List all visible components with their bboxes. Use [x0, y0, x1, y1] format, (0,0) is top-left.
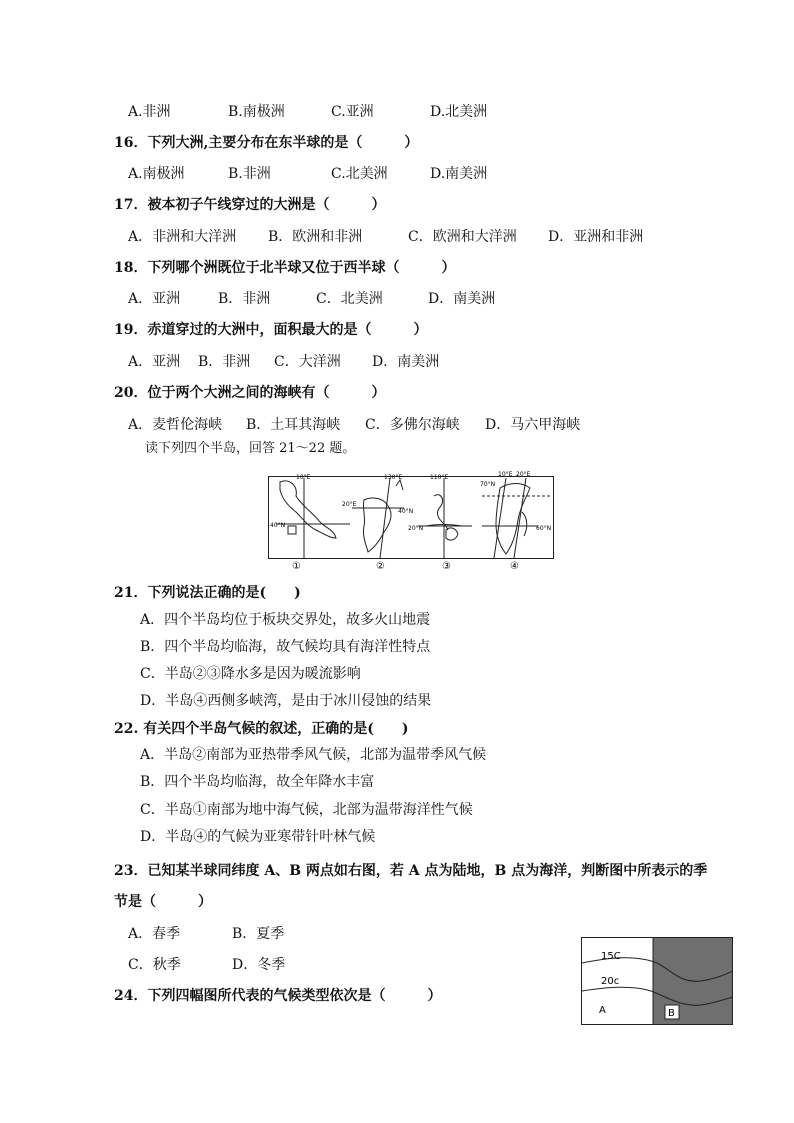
coord-label-6: 110°E [430, 474, 449, 481]
q16-option-d: D.南美洲 [430, 166, 488, 182]
q21-option-a: A．四个半岛均位于板块交界处，故多火山地震 [140, 612, 431, 628]
q20-option-d: D．马六甲海峡 [485, 417, 581, 433]
q16-option-c: C.北美洲 [331, 166, 388, 182]
map-label-1: ① [292, 561, 301, 572]
coord-label-8: 70°N [480, 481, 496, 488]
q17-stem: 17．被本初子午线穿过的大洲是（ ） [114, 197, 386, 213]
q17-option-c: C．欧洲和大洋洲 [408, 229, 517, 245]
q18-option-b: B．非洲 [218, 291, 271, 307]
q23-stem-line-1: 23．已知某半球同纬度 A、B 两点如右图，若 A 点为陆地，B 点为海洋，判断图中所表示的季 [114, 863, 708, 879]
q15-option-c: C.亚洲 [331, 104, 374, 120]
isotherm-20c-label: 20c [601, 976, 620, 987]
q15-option-d: D.北美洲 [430, 104, 488, 120]
q19-option-b: B．非洲 [198, 354, 251, 370]
map-label-4: ④ [510, 561, 519, 572]
map-label-2: ② [376, 561, 385, 572]
peninsula-map-2 [352, 478, 404, 558]
coord-label-4: 130°E [384, 474, 403, 481]
coord-label-10: 20°E [516, 471, 531, 478]
coord-label-5: 40°N [398, 508, 414, 515]
q21-option-b: B．四个半岛均临海，故气候均具有海洋性特点 [140, 639, 431, 655]
q20-option-c: C．多佛尔海峡 [365, 417, 460, 433]
q17-option-a: A．非洲和大洋洲 [128, 229, 237, 245]
q22-stem: 22. 有关四个半岛气候的叙述，正确的是( ) [114, 721, 409, 737]
q15-option-a: A.非洲 [128, 104, 171, 120]
map-label-3: ③ [442, 561, 451, 572]
coord-label-2: 40°N [270, 522, 286, 529]
q22-option-b: B．四个半岛均临海，故全年降水丰富 [140, 774, 375, 790]
q16-option-a: A.南极洲 [128, 166, 185, 182]
q22-option-c: C．半岛①南部为地中海气候，北部为温带海洋性气候 [140, 802, 473, 818]
q24-stem: 24．下列四幅图所代表的气候类型依次是（ ） [114, 988, 442, 1004]
q19-option-c: C．大洋洲 [274, 354, 341, 370]
q23-option-c: C．秋季 [128, 957, 181, 973]
q23-option-b: B．夏季 [232, 926, 285, 942]
q18-option-c: C．北美洲 [316, 291, 383, 307]
q21-option-c: C．半岛②③降水多是因为暖流影响 [140, 666, 361, 682]
q20-option-b: B．土耳其海峡 [246, 417, 341, 433]
q17-option-b: B．欧洲和非洲 [268, 229, 363, 245]
q18-stem: 18．下列哪个洲既位于北半球又位于西半球（ ） [114, 260, 456, 276]
coord-label-7: 20°N [408, 525, 424, 532]
q19-option-d: D．南美洲 [372, 354, 440, 370]
q15-option-b: B.南极洲 [228, 104, 285, 120]
q23-option-d: D．冬季 [232, 957, 286, 973]
instruction-text: 读下列四个半岛，回答 21～22 题。 [145, 441, 356, 456]
q21-stem: 21．下列说法正确的是( ) [114, 585, 301, 601]
peninsula-map-3 [418, 478, 472, 558]
q22-option-d: D．半岛④的气候为亚寒带针叶林气候 [140, 829, 376, 845]
point-a-label: A [599, 1005, 606, 1016]
coord-label-1: 10°E [296, 474, 311, 481]
q21-option-d: D．半岛④西侧多峡湾，是由于冰川侵蚀的结果 [140, 693, 432, 709]
peninsula-map-4 [482, 478, 552, 558]
q20-option-a: A．麦哲伦海峡 [128, 417, 223, 433]
q18-option-a: A．亚洲 [128, 291, 181, 307]
peninsula-map-1 [276, 478, 350, 558]
coord-label-11: 60°N [536, 525, 552, 532]
q19-stem: 19．赤道穿过的大洲中，面积最大的是（ ） [114, 322, 428, 338]
coord-label-9: 10°E [498, 471, 513, 478]
q20-stem: 20．位于两个大洲之间的海峡有（ ） [114, 385, 386, 401]
isotherm-15c-label: 15C [601, 951, 621, 962]
q23-option-a: A．春季 [128, 926, 181, 942]
q16-option-b: B.非洲 [228, 166, 271, 182]
q18-option-d: D．南美洲 [428, 291, 496, 307]
point-b-label: B [668, 1008, 675, 1019]
q23-isotherm-figure [581, 937, 733, 1025]
q22-option-a: A．半岛②南部为亚热带季风气候，北部为温带季风气候 [140, 747, 487, 763]
q23-stem-line-2: 节是（ ） [114, 894, 212, 910]
q19-option-a: A．亚洲 [128, 354, 181, 370]
coord-label-3: 20°E [342, 501, 357, 508]
q16-stem: 16．下列大洲,主要分布在东半球的是（ ） [114, 135, 419, 151]
q17-option-d: D．亚洲和非洲 [548, 229, 644, 245]
peninsula-maps-figure [268, 468, 554, 572]
